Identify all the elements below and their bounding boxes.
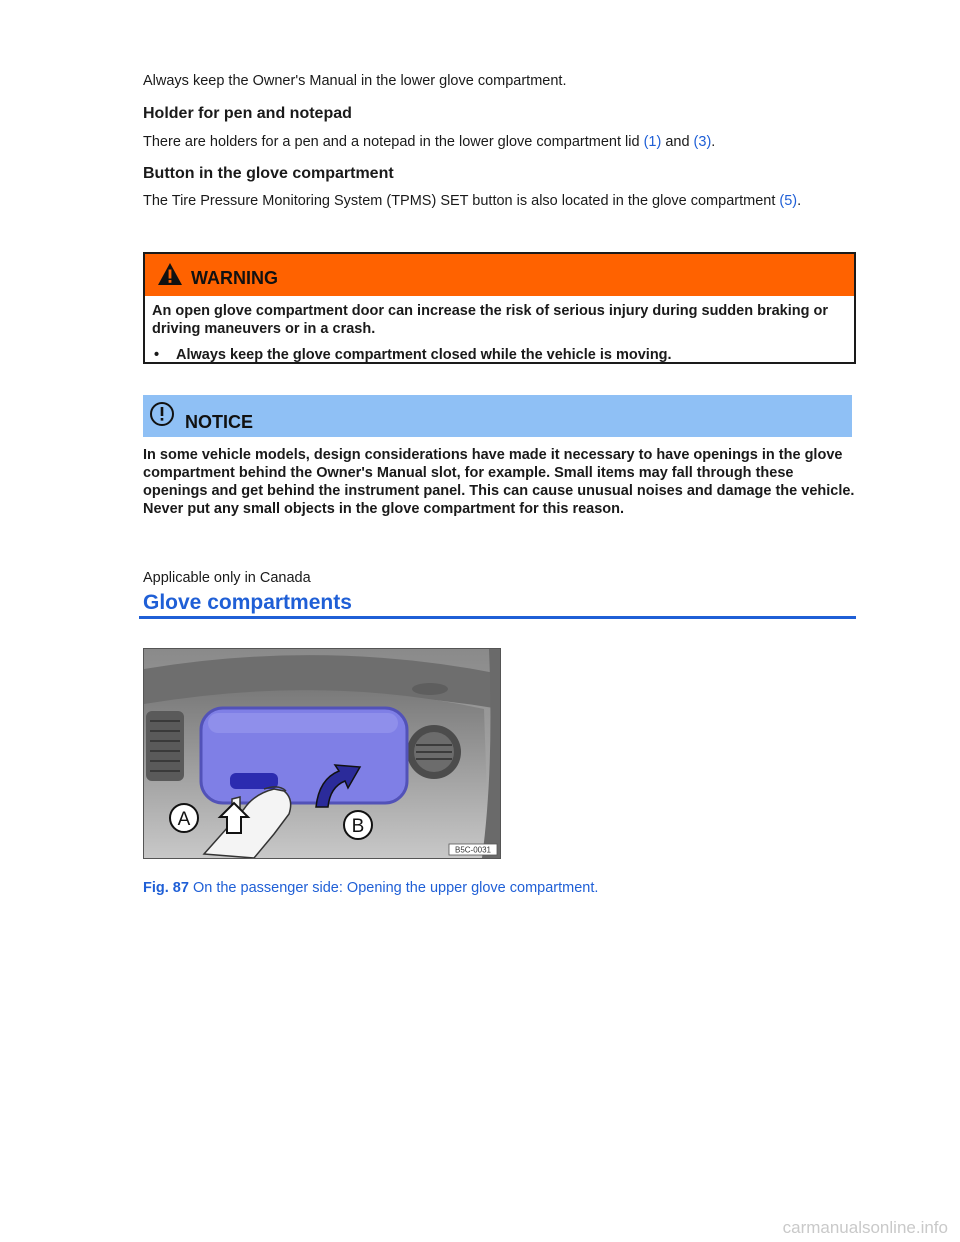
warning-header: [145, 254, 854, 296]
warning-bullet-text: Always keep the glove compartment closed while the vehicle is moving.: [176, 347, 672, 363]
warning-body: [145, 296, 854, 364]
notice-header: [143, 395, 852, 437]
notice-body: In some vehicle models, design considerations have made it necessary to have openings in the glove compartment behind the Owner's Manual slot, for example. Small items may fall through these openings and get behind the instrument panel. This can cause unusual noises and damage the vehicle. Never put any small objects in the glove compartment for this reason.: [143, 447, 855, 517]
notice-exclamation-icon: [149, 401, 175, 427]
figure-code: B5C-0031: [454, 845, 492, 855]
button-text-start: The Tire Pressure Monitoring System (TPMS) SET button is also located in the glove compartment: [143, 193, 780, 209]
section-title: Glove compartments: [143, 591, 352, 614]
warning-triangle-icon: [157, 262, 183, 286]
holder-text-start: There are holders for a pen and a notepad in the lower glove compartment lid: [143, 134, 644, 150]
figure-caption: [143, 880, 598, 896]
warning-text: An open glove compartment door can increase the risk of serious injury during sudden braking or driving maneuvers or in a crash.: [152, 303, 828, 337]
figure-label-a: A: [177, 809, 191, 830]
applicability-note: Applicable only in Canada: [143, 570, 311, 586]
holder-text-mid: and: [661, 134, 694, 150]
ref-link-3[interactable]: (3): [693, 134, 712, 150]
holder-text-end: .: [711, 134, 716, 150]
button-text: [143, 192, 843, 210]
watermark-footer: carmanualsonline.info: [782, 1218, 948, 1237]
section-divider: [139, 616, 856, 619]
glove-compartment-figure: [143, 648, 501, 859]
figure-number: Fig. 87: [143, 879, 189, 896]
ref-link-5[interactable]: (5): [779, 193, 798, 209]
ref-link-1[interactable]: (1): [643, 134, 662, 150]
figure-caption-text: On the passenger side: Opening the upper glove compartment.: [188, 879, 599, 896]
warning-bullet-item: [152, 346, 847, 364]
intro-text: Always keep the Owner's Manual in the lower glove compartment.: [143, 73, 567, 89]
holder-text: [143, 133, 856, 151]
button-text-end: .: [797, 193, 802, 209]
bullet-marker: •: [154, 347, 160, 363]
holder-heading: Holder for pen and notepad: [143, 105, 352, 122]
button-heading: Button in the glove compartment: [143, 165, 394, 182]
notice-title: NOTICE: [185, 412, 254, 432]
figure-label-b: B: [351, 816, 365, 837]
warning-title: WARNING: [191, 268, 278, 288]
figure-illustration: [144, 649, 500, 858]
warning-box: [143, 252, 856, 364]
